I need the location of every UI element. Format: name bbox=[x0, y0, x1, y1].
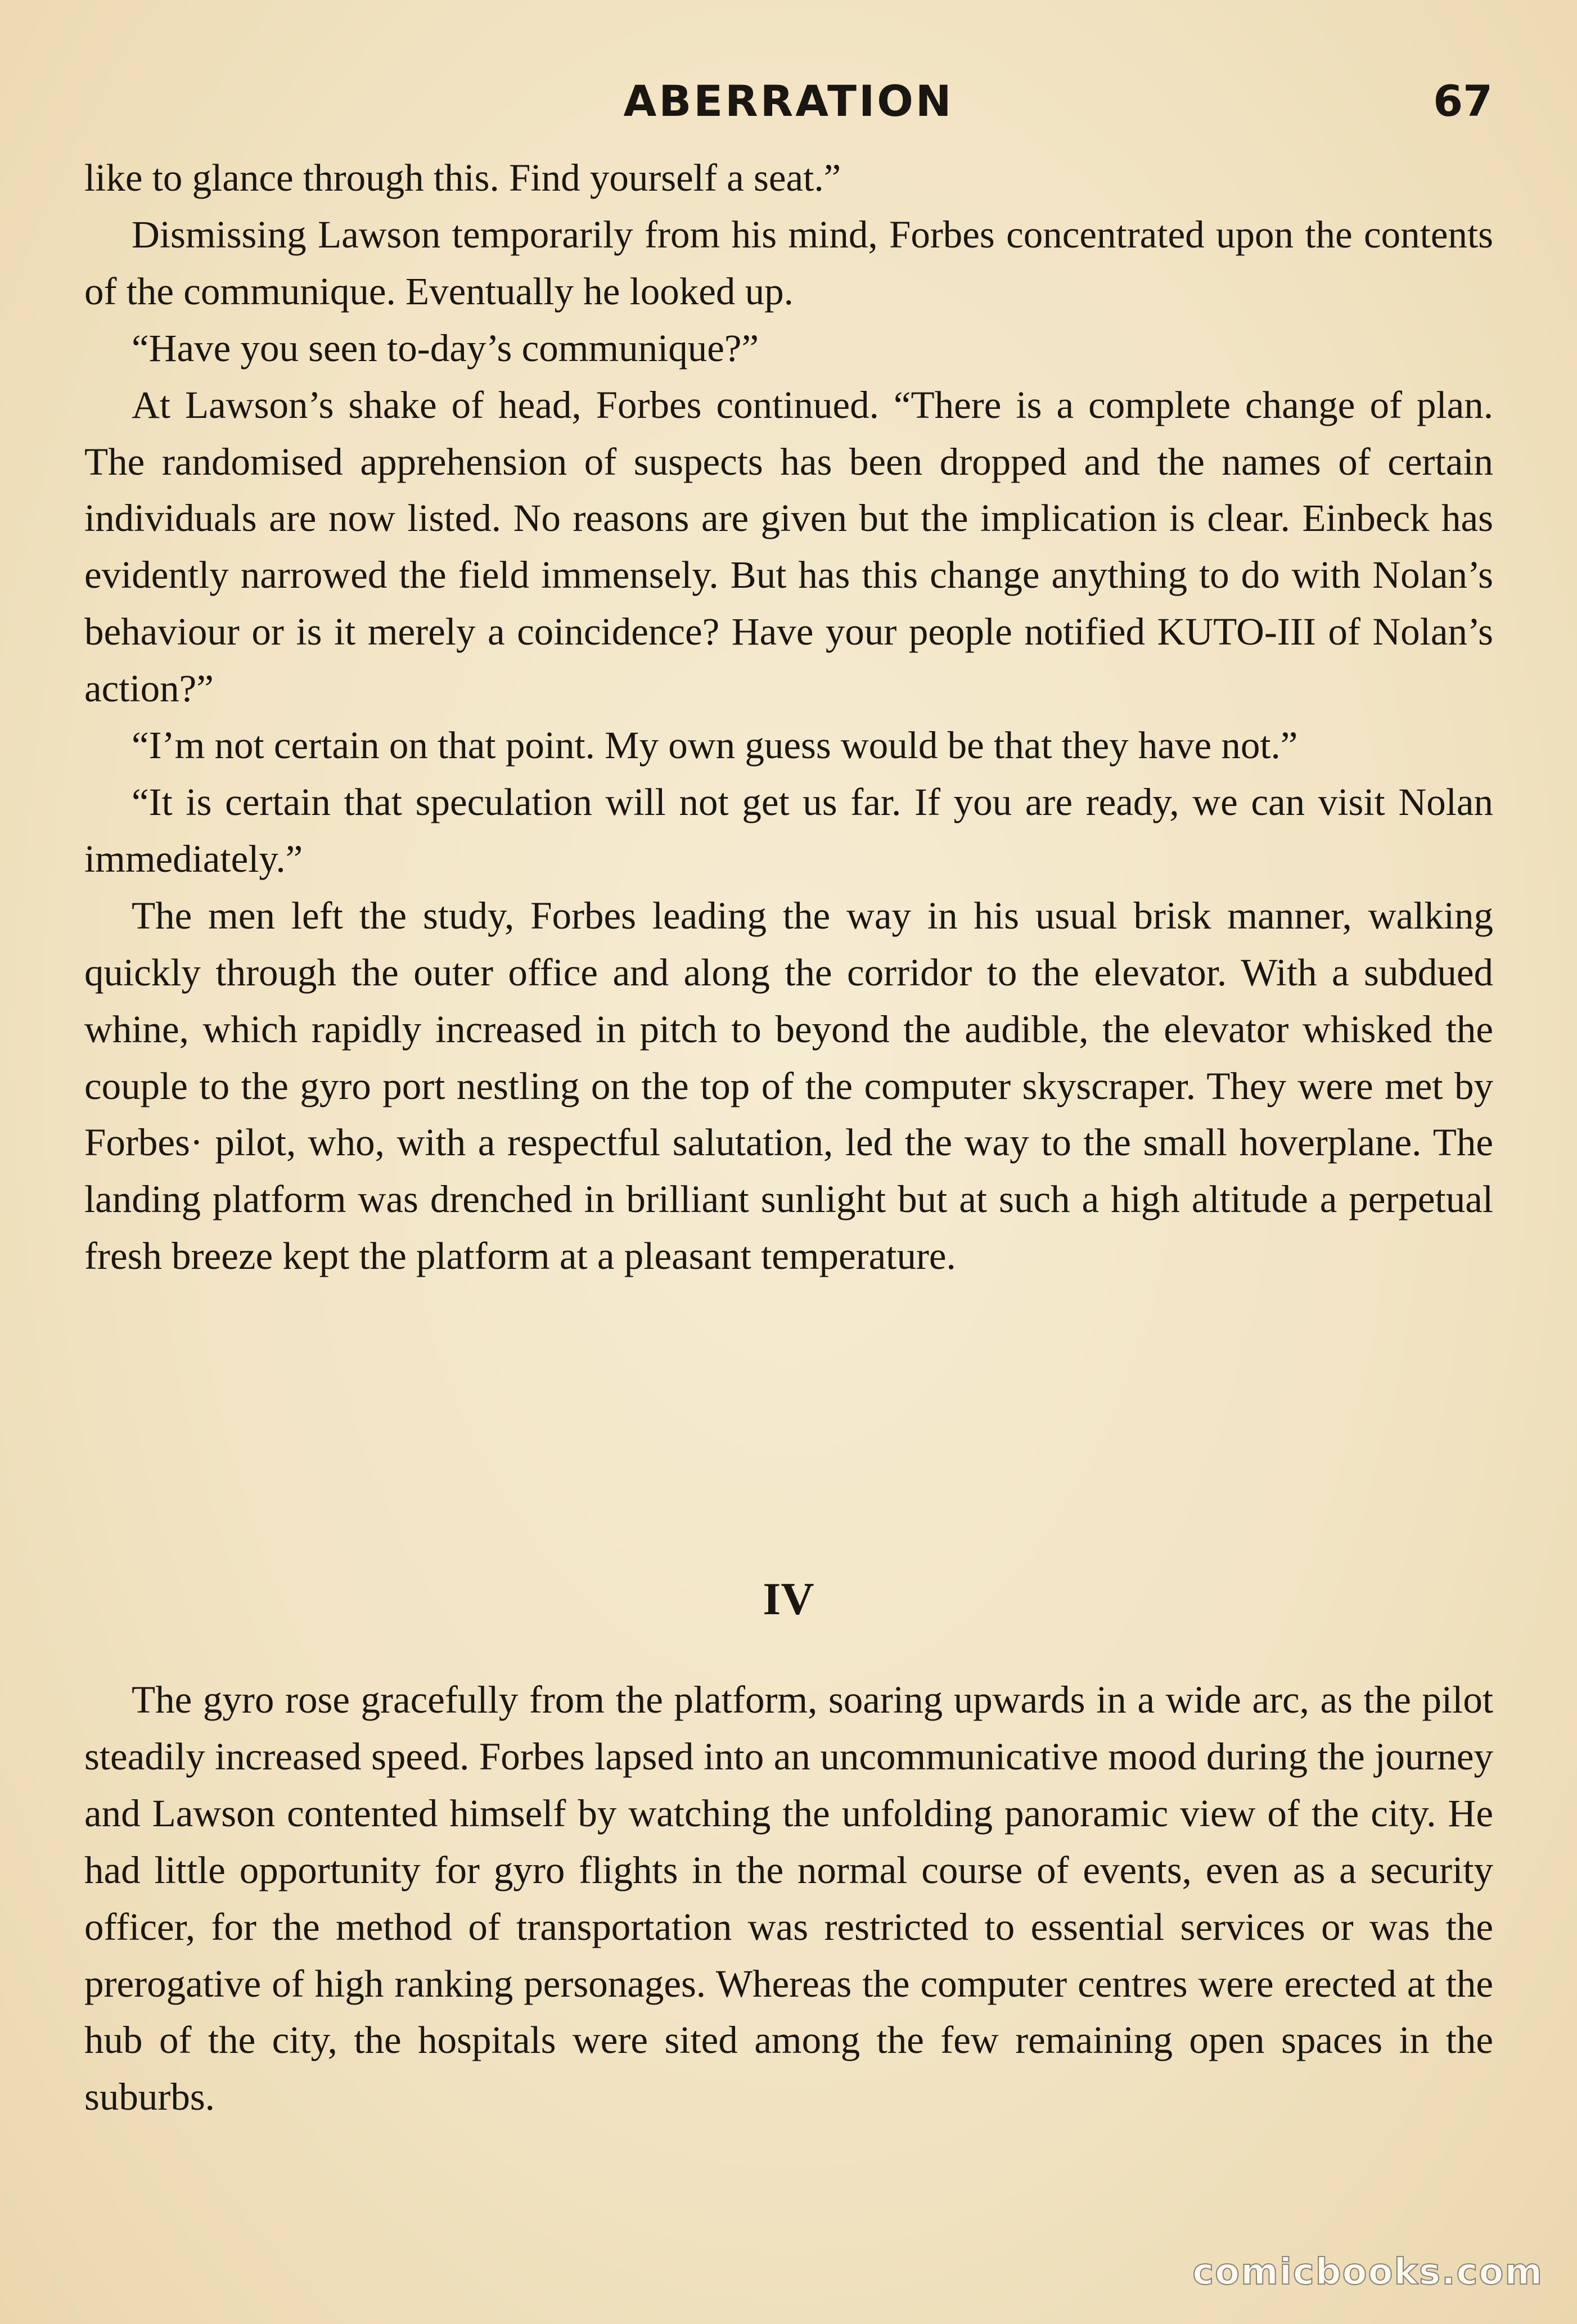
page-header bbox=[84, 67, 1493, 135]
paragraph-6: “It is certain that speculation will not get us far. If you are ready, we can visit Nolan immediately.” bbox=[84, 780, 1493, 880]
section-heading: IV bbox=[763, 1573, 814, 1624]
text-block-after-section bbox=[84, 1672, 1493, 2125]
watermark: comicbooks.com bbox=[1192, 2251, 1543, 2293]
paragraph-1: like to glance through this. Find yourself a seat.” bbox=[84, 156, 841, 199]
paragraph-7: The men left the study, Forbes leading the way in his usual brisk manner, walking quickly through the outer office and along the corridor to the elevator. With a subdued whine, which rapidly increased in pitch to beyond the audible, the elevator whisked the couple to the gyro port nestling on the top of the computer skyscraper. They were met by Forbes· pilot, who, with a respectful salutation, led the way to the small hoverplane. The landing platform was drenched in brilliant sunlight but at such a high altitude a perpetual fresh breeze kept the platform at a pleasant temperature. bbox=[84, 894, 1493, 1278]
paragraph-3: “Have you seen to-day’s communique?” bbox=[132, 326, 759, 370]
running-title: ABERRATION bbox=[623, 76, 954, 126]
text-block-before-section bbox=[84, 150, 1493, 1285]
paragraph-5: “I’m not certain on that point. My own guess would be that they have not.” bbox=[132, 724, 1298, 767]
page-number: 67 bbox=[1433, 76, 1493, 126]
paragraph-2: Dismissing Lawson temporarily from his mind, Forbes concentrated upon the contents of the communique. Eventually he looked up. bbox=[84, 213, 1493, 313]
paragraph-4: At Lawson’s shake of head, Forbes continued. “There is a complete change of plan. The randomised apprehension of suspects has been dropped and the names of certain individuals are now listed. No reasons are given but the implication is clear. Einbeck has evidently narrowed the field immensely. But has this change anything to do with Nolan’s behaviour or is it merely a coincidence? Have your people notified KUTO-III of Nolan’s action?” bbox=[84, 383, 1493, 710]
paragraph-8: The gyro rose gracefully from the platform, soaring upwards in a wide arc, as the pilot steadily increased speed. Forbes lapsed into an uncommunicative mood during the journey and Lawson contented himself by watching the unfolding panoramic view of the city. He had little opportunity for gyro flights in the normal course of events, even as a security officer, for the method of transportation was restricted to essential services or was the prerogative of high ranking personages. Whereas the computer centres were erected at the hub of the city, the hospitals were sited among the few remaining open spaces in the suburbs. bbox=[84, 1678, 1493, 2119]
